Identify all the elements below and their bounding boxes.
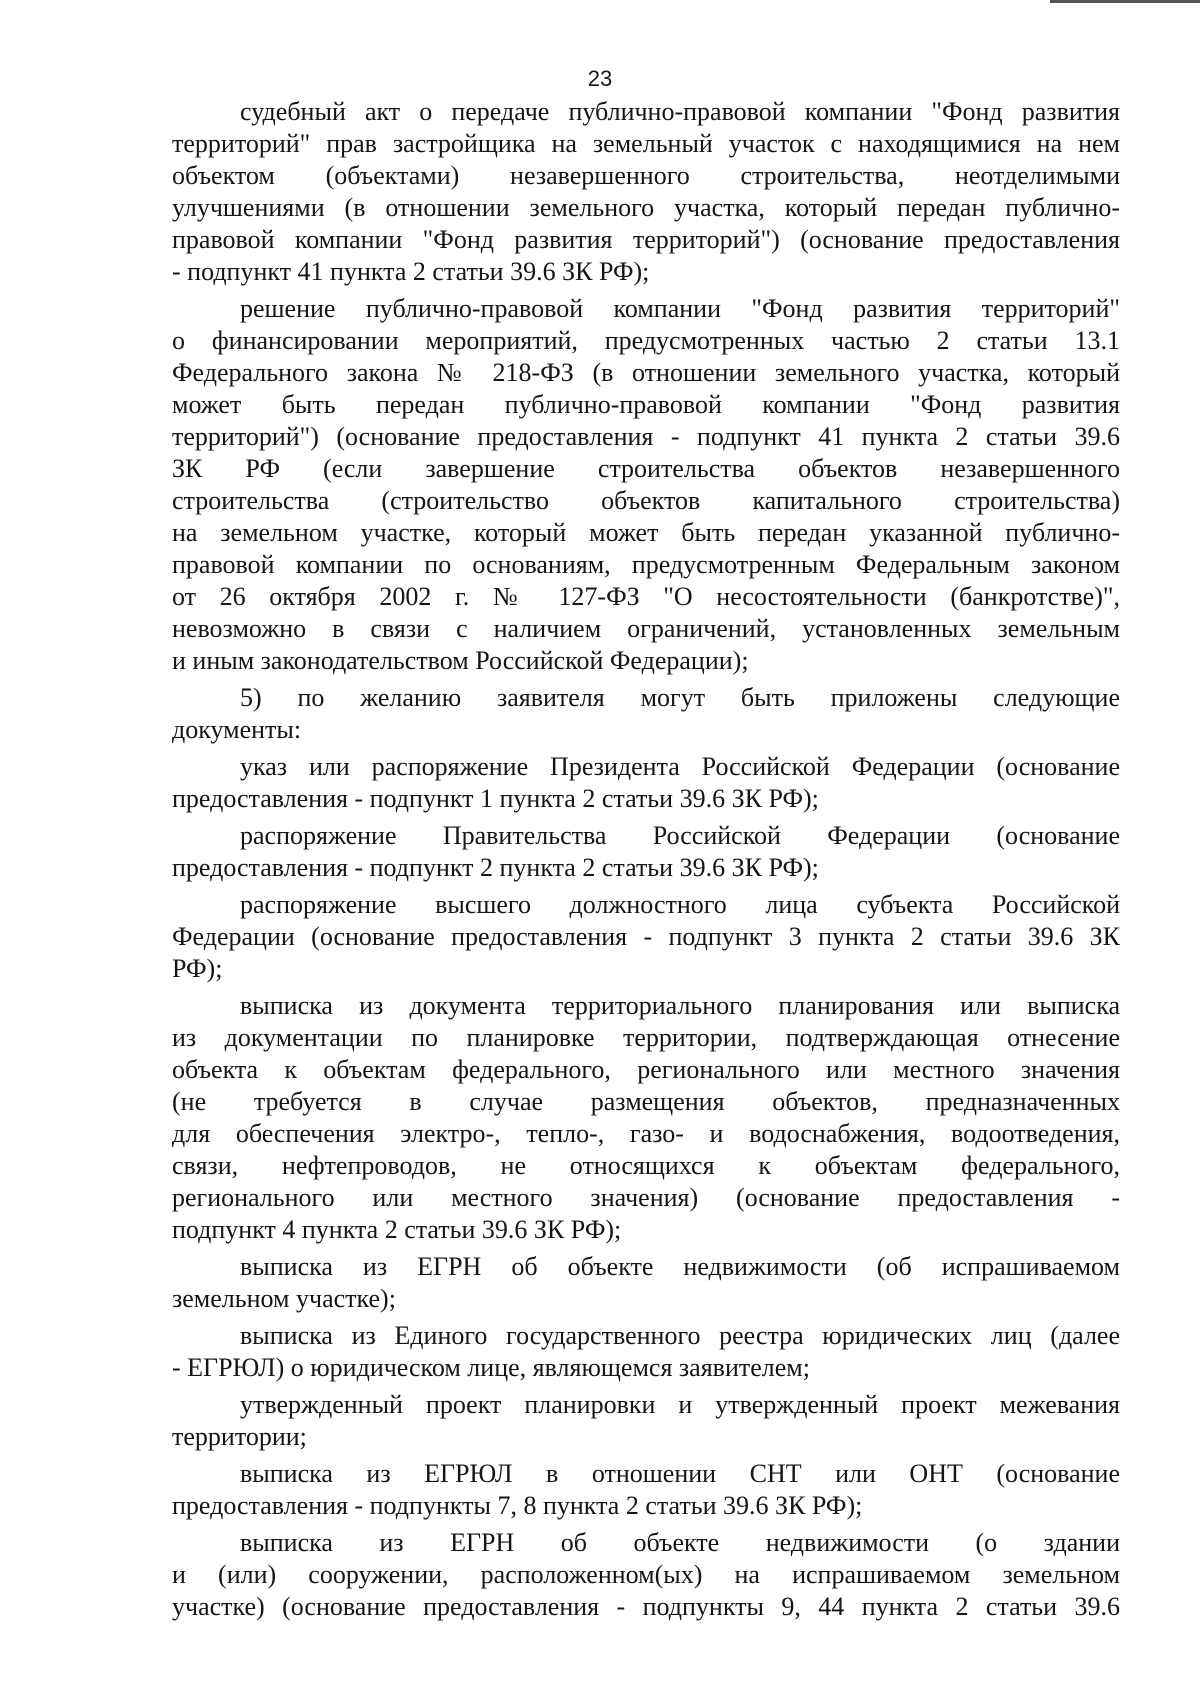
text-line: территорий") (основание предоставления - подпункт 41 пункта 2 статьи 39.6 xyxy=(172,422,1120,451)
text-line: РФ); xyxy=(172,954,223,983)
paragraph xyxy=(172,1527,1120,1623)
text-line: - подпункт 41 пункта 2 статьи 39.6 ЗК РФ); xyxy=(172,257,650,286)
text-line: выписка из документа территориального планирования или выписка xyxy=(240,991,1120,1020)
text-line: распоряжение Правительства Российской Федерации (основание xyxy=(240,821,1120,850)
text-line: может быть передан публично-правовой компании "Фонд развития xyxy=(172,390,1120,419)
text-line: улучшениями (в отношении земельного участка, который передан публично- xyxy=(172,193,1120,222)
text-line: ЗК РФ (если завершение строительства объектов незавершенного xyxy=(172,454,1120,483)
text-line: и иным законодательством Российской Федерации); xyxy=(172,646,749,675)
text-line: выписка из Единого государственного реестра юридических лиц (далее xyxy=(240,1321,1120,1350)
text-line: связи, нефтепроводов, не относящихся к объектам федерального, xyxy=(172,1151,1120,1180)
text-line: правовой компании по основаниям, предусмотренным Федеральным законом xyxy=(172,550,1120,579)
paragraph xyxy=(172,682,1120,746)
text-line: участке) (основание предоставления - подпункты 9, 44 пункта 2 статьи 39.6 xyxy=(172,1592,1120,1621)
text-line: утвержденный проект планировки и утвержденный проект межевания xyxy=(240,1390,1120,1419)
text-line: предоставления - подпункт 2 пункта 2 статьи 39.6 ЗК РФ); xyxy=(172,853,819,882)
text-line: 5) по желанию заявителя могут быть приложены следующие xyxy=(240,683,1120,712)
page-number: 23 xyxy=(587,66,613,91)
text-line: распоряжение высшего должностного лица субъекта Российской xyxy=(240,890,1120,919)
text-line: выписка из ЕГРН об объекте недвижимости (об испрашиваемом xyxy=(240,1252,1120,1281)
paragraph xyxy=(172,990,1120,1246)
text-line: земельном участке); xyxy=(172,1284,396,1313)
scan-edge-line xyxy=(1050,0,1200,3)
text-line: подпункт 4 пункта 2 статьи 39.6 ЗК РФ); xyxy=(172,1215,622,1244)
text-line: указ или распоряжение Президента Российской Федерации (основание xyxy=(240,752,1120,781)
paragraph xyxy=(172,1458,1120,1522)
text-line: объекта к объектам федерального, регионального или местного значения xyxy=(172,1055,1120,1084)
text-line: для обеспечения электро-, тепло-, газо- и водоснабжения, водоотведения, xyxy=(172,1119,1120,1148)
text-line: территории; xyxy=(172,1422,307,1451)
text-line: (не требуется в случае размещения объектов, предназначенных xyxy=(172,1087,1120,1116)
text-line: Федерации (основание предоставления - подпункт 3 пункта 2 статьи 39.6 ЗК xyxy=(172,922,1120,951)
paragraph xyxy=(172,1251,1120,1315)
text-line: и (или) сооружении, расположенном(ых) на испрашиваемом земельном xyxy=(172,1560,1120,1589)
text-line: судебный акт о передаче публично-правовой компании "Фонд развития xyxy=(240,97,1120,126)
text-line: из документации по планировке территории, подтверждающая отнесение xyxy=(172,1023,1120,1052)
paragraph xyxy=(172,293,1120,677)
text-line: о финансировании мероприятий, предусмотренных частью 2 статьи 13.1 xyxy=(172,326,1120,355)
text-line: территорий" прав застройщика на земельный участок с находящимися на нем xyxy=(172,129,1120,158)
paragraph xyxy=(172,1320,1120,1384)
text-line: регионального или местного значения) (основание предоставления - xyxy=(172,1183,1120,1212)
text-line: от 26 октября 2002 г. № 127-ФЗ "О несостоятельности (банкротстве)", xyxy=(172,582,1120,611)
text-line: решение публично-правовой компании "Фонд развития территорий" xyxy=(240,294,1120,323)
paragraph xyxy=(172,820,1120,884)
document-body xyxy=(172,96,1120,1628)
text-line: правовой компании "Фонд развития территорий") (основание предоставления xyxy=(172,225,1120,254)
text-line: строительства (строительство объектов капитального строительства) xyxy=(172,486,1120,515)
text-line: Федерального закона № 218-ФЗ (в отношении земельного участка, который xyxy=(172,358,1120,387)
paragraph xyxy=(172,96,1120,288)
paragraph xyxy=(172,889,1120,985)
text-line: объектом (объектами) незавершенного строительства, неотделимыми xyxy=(172,161,1120,190)
text-line: предоставления - подпункт 1 пункта 2 статьи 39.6 ЗК РФ); xyxy=(172,784,819,813)
paragraph xyxy=(172,751,1120,815)
text-line: - ЕГРЮЛ) о юридическом лице, являющемся заявителем; xyxy=(172,1353,810,1382)
text-line: на земельном участке, который может быть передан указанной публично- xyxy=(172,518,1120,547)
text-line: предоставления - подпункты 7, 8 пункта 2 статьи 39.6 ЗК РФ); xyxy=(172,1491,863,1520)
text-line: выписка из ЕГРЮЛ в отношении СНТ или ОНТ (основание xyxy=(240,1459,1120,1488)
text-line: выписка из ЕГРН об объекте недвижимости (о здании xyxy=(240,1528,1120,1557)
text-line: невозможно в связи с наличием ограничений, установленных земельным xyxy=(172,614,1120,643)
paragraph xyxy=(172,1389,1120,1453)
text-line: документы: xyxy=(172,715,302,744)
